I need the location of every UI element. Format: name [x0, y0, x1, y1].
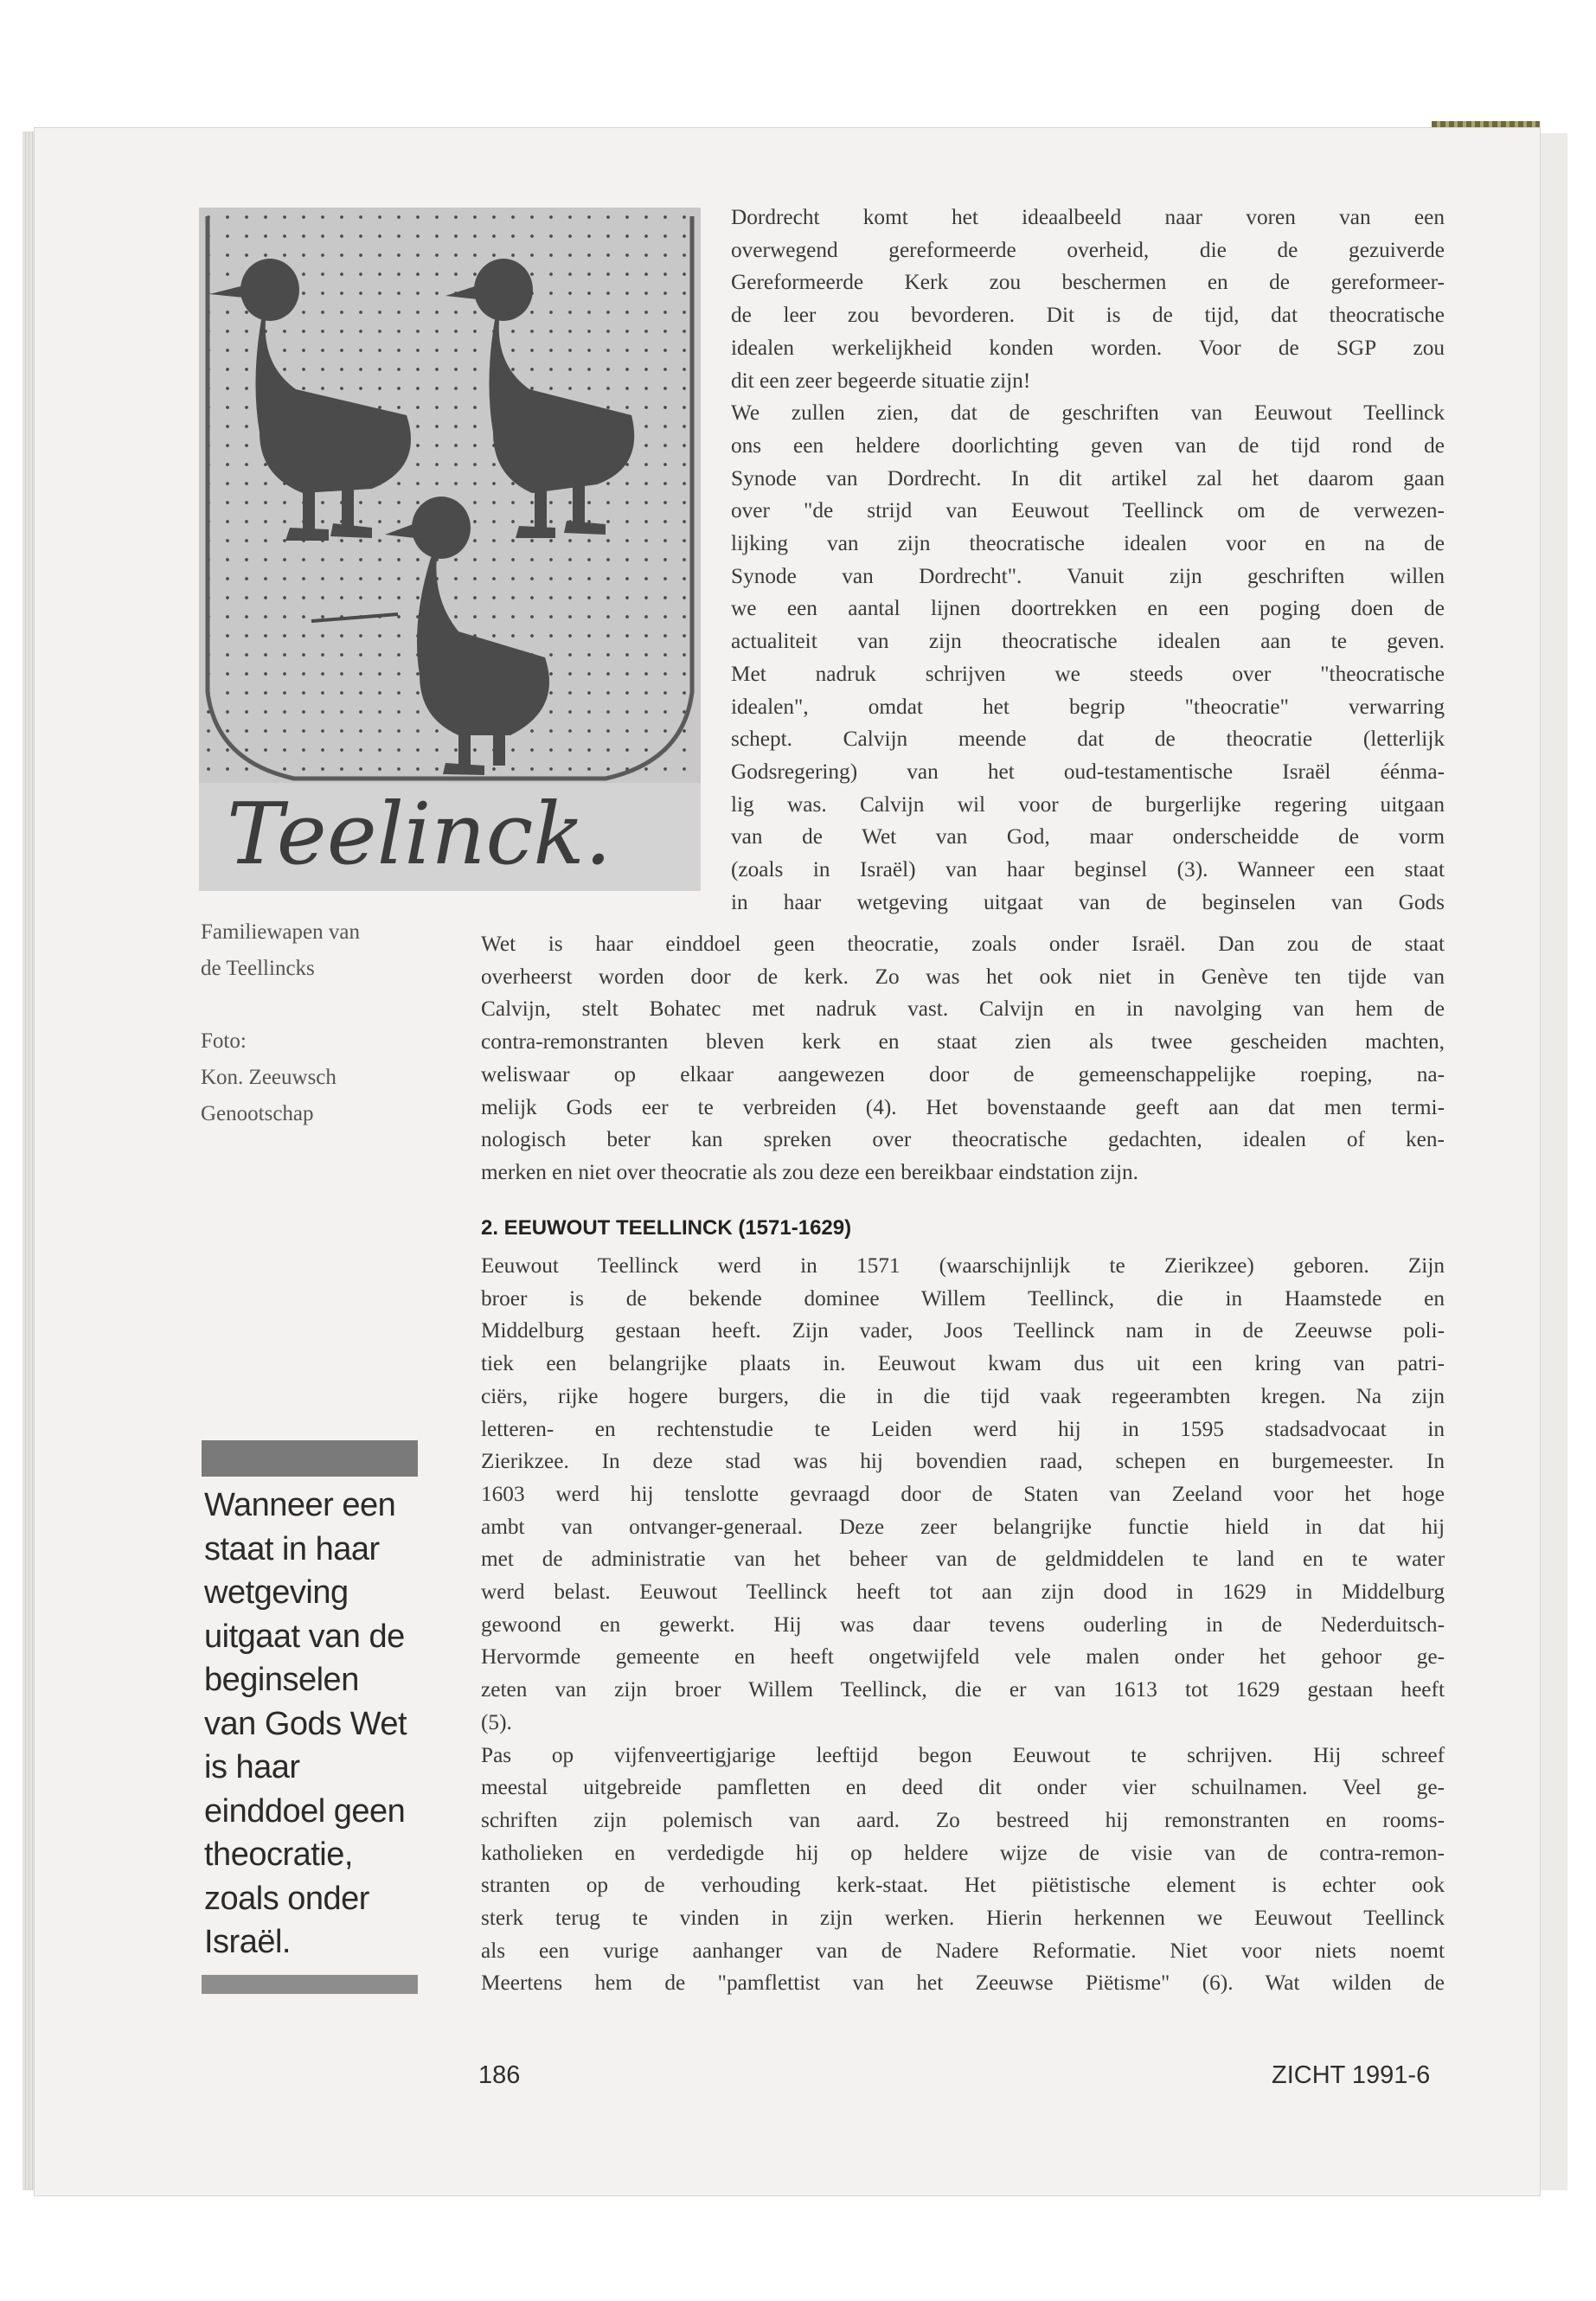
body-line: ambt van ontvanger-generaal. Deze zeer belangrijke functie hield in dat hij — [481, 1514, 1445, 1539]
pullquote-line: wetgeving — [204, 1574, 349, 1611]
body-line: katholieken en verdedigde hij op heldere wijze de visie van de contra-remon- — [481, 1840, 1445, 1865]
body-line: sterk terug te vinden in zijn werken. Hierin herkennen we Eeuwout Teellinck — [481, 1906, 1445, 1931]
duck-bottom — [385, 497, 549, 775]
body-line: weliswaar op elkaar aangewezen door de gemeenschappelijke roeping, na- — [481, 1061, 1445, 1086]
body-line: schriften zijn polemisch van aard. Zo bestreed hij remonstranten en rooms- — [481, 1807, 1445, 1832]
pullquote-line: einddoel geen — [204, 1792, 406, 1830]
body-line: We zullen zien, dat de geschriften van Eeuwout Teellinck — [731, 401, 1445, 426]
magazine-issue: ZICHT 1991-6 — [1272, 2061, 1431, 2089]
credit-line: Genootschap — [201, 1102, 314, 1125]
body-line: Calvijn, stelt Bohatec met nadruk vast. Calvijn en in navolging van hem de — [481, 997, 1445, 1022]
pullquote-line: Israël. — [204, 1924, 291, 1960]
pullquote-bar-bottom — [202, 1975, 418, 1994]
body-line: we een aantal lijnen doortrekken en een poging doen de — [731, 596, 1445, 621]
body-line: in haar wetgeving uitgaat van de beginselen van Gods — [731, 889, 1445, 914]
figure-caption — [201, 914, 360, 987]
body-line: 1603 werd hij tenslotte gevraagd door de Staten van Zeeland voor het hoge — [481, 1481, 1445, 1506]
body-line: Met nadruk schrijven we steeds over "theocratische — [731, 661, 1445, 686]
body-line: de leer zou bevorderen. Dit is de tijd, dat theocratische — [731, 303, 1445, 328]
pullquote-line: van Gods Wet — [204, 1705, 407, 1742]
body-line: broer is de bekende dominee Willem Teellinck, die in Haamstede en — [481, 1285, 1445, 1311]
body-line: Godsregering) van het oud-testamentische Israël éénma- — [731, 759, 1445, 784]
pullquote-line: is haar — [204, 1749, 300, 1785]
coat-of-arms-image — [199, 208, 701, 891]
body-line: Synode van Dordrecht. In dit artikel zal het daarom gaan — [731, 465, 1445, 490]
body-line: als een vurige aanhanger van de Nadere Reformatie. Niet voor niets noemt — [481, 1938, 1445, 1963]
coat-of-arms-drawing — [199, 208, 701, 891]
body-line: lig was. Calvijn wil voor de burgerlijke regering uitgaan — [731, 792, 1445, 817]
body-line: merken en niet over theocratie als zou deze een bereikbaar eindstation zijn. — [481, 1159, 1138, 1184]
body-line: Gereformeerde Kerk zou beschermen en de gereformeer- — [731, 270, 1445, 295]
body-line: idealen werkelijkheid konden worden. Voor de SGP zou — [731, 335, 1445, 360]
pullquote-bar-top — [202, 1440, 418, 1477]
body-line: (zoals in Israël) van haar beginsel (3). Wanneer een staat — [731, 857, 1445, 882]
body-line: Dordrecht komt het ideaalbeeld naar voren van een — [731, 205, 1445, 229]
body-line: van de Wet van God, maar onderscheidde de vorm — [731, 824, 1445, 849]
body-line: Wet is haar einddoel geen theocratie, zoals onder Israël. Dan zou de staat — [481, 932, 1445, 956]
body-line: ons een heldere doorlichting geven van de tijd rond de — [731, 433, 1445, 458]
body-line: lijking van zijn theocratische idealen voor en na de — [731, 531, 1445, 556]
body-line: gewoond en gewerkt. Hij was daar tevens ouderling in de Nederduitsch- — [481, 1612, 1445, 1637]
body-line: met de administratie van het beheer van de geldmiddelen te land en te water — [481, 1547, 1445, 1572]
pullquote-line: zoals onder — [204, 1880, 369, 1917]
pullquote-line: staat in haar — [204, 1530, 380, 1567]
body-line: Middelburg gestaan heeft. Zijn vader, Joos Teellinck nam in de Zeeuwse poli- — [481, 1318, 1445, 1343]
pullquote-line: beginselen — [204, 1662, 359, 1698]
body-line: schept. Calvijn meende dat de theocratie (letterlijk — [731, 727, 1445, 752]
pullquote — [204, 1484, 429, 1965]
credit-line: Kon. Zeeuwsch — [201, 1066, 337, 1089]
caption-line: de Teellincks — [201, 957, 315, 980]
body-line: actualiteit van zijn theocratische idealen aan te geven. — [731, 629, 1445, 654]
duck-top-left — [209, 259, 411, 541]
body-line: Pas op vijfenveertigjarige leeftijd begon Eeuwout te schrijven. Hij schreef — [481, 1742, 1445, 1767]
duck-top-right — [445, 259, 634, 538]
signature-teelinck: Teelinck. — [227, 785, 612, 884]
body-line: Hervormde gemeente en heeft ongetwijfeld vele malen onder het gehoor ge- — [481, 1644, 1445, 1670]
body-line: tiek een belangrijke plaats in. Eeuwout kwam dus uit een kring van patri- — [481, 1351, 1445, 1376]
body-line: melijk Gods eer te verbreiden (4). Het bovenstaande geeft aan dat men termi- — [481, 1094, 1445, 1119]
pullquote-line: Wanneer een — [204, 1487, 396, 1523]
caption-line: Familiewapen van — [201, 920, 360, 944]
body-line: zeten van zijn broer Willem Teellinck, die er van 1613 tot 1629 gestaan heeft — [481, 1677, 1445, 1702]
section-heading: 2. EEUWOUT TEELLINCK (1571-1629) — [481, 1216, 852, 1240]
body-line: overwegend gereformeerde overheid, die de gezuiverde — [731, 237, 1445, 262]
body-line: (5). — [481, 1709, 512, 1734]
body-line: meestal uitgebreide pamfletten en deed dit onder vier schuilnamen. Veel ge- — [481, 1775, 1445, 1800]
body-line: dit een zeer begeerde situatie zijn! — [731, 368, 1031, 393]
body-line: idealen", omdat het begrip "theocratie" verwarring — [731, 694, 1445, 719]
pullquote-line: uitgaat van de — [204, 1618, 405, 1655]
photo-credit — [201, 1023, 337, 1132]
body-line: Meertens hem de "pamflettist van het Zeeuwse Piëtisme" (6). Wat wilden de — [481, 1971, 1445, 1996]
body-line: over "de strijd van Eeuwout Teellinck om de verwezen- — [731, 498, 1445, 523]
body-line: Eeuwout Teellinck werd in 1571 (waarschijnlijk te Zierikzee) geboren. Zijn — [481, 1253, 1445, 1278]
body-line: contra-remonstranten bleven kerk en staat zien als twee gescheiden machten, — [481, 1029, 1445, 1054]
credit-line: Foto: — [201, 1029, 247, 1053]
page-number: 186 — [478, 2061, 521, 2089]
body-column-wide-1 — [481, 928, 1445, 1189]
body-line: Zierikzee. In deze stad was hij bovendien raad, schepen en burgemeester. In — [481, 1449, 1445, 1474]
body-column-top — [731, 202, 1445, 919]
body-line: nologisch beter kan spreken over theocratische gedachten, idealen of ken- — [481, 1127, 1445, 1152]
body-line: Synode van Dordrecht". Vanuit zijn geschriften willen — [731, 563, 1445, 588]
body-line: stranten op de verhouding kerk-staat. Het piëtistische element is echter ook — [481, 1873, 1445, 1898]
pullquote-line: theocratie, — [204, 1836, 353, 1873]
body-line: overheerst worden door de kerk. Zo was het ook niet in Genève ten tijde van — [481, 964, 1445, 989]
body-line: werd belast. Eeuwout Teellinck heeft tot aan zijn dood in 1629 in Middelburg — [481, 1580, 1445, 1605]
body-line: letteren- en rechtenstudie te Leiden werd hij in 1595 stadsadvocaat in — [481, 1416, 1445, 1441]
body-column-wide-2 — [481, 1250, 1445, 2000]
body-line: ciërs, rijke hogere burgers, die in die tijd vaak regeerambten kregen. Na zijn — [481, 1383, 1445, 1408]
